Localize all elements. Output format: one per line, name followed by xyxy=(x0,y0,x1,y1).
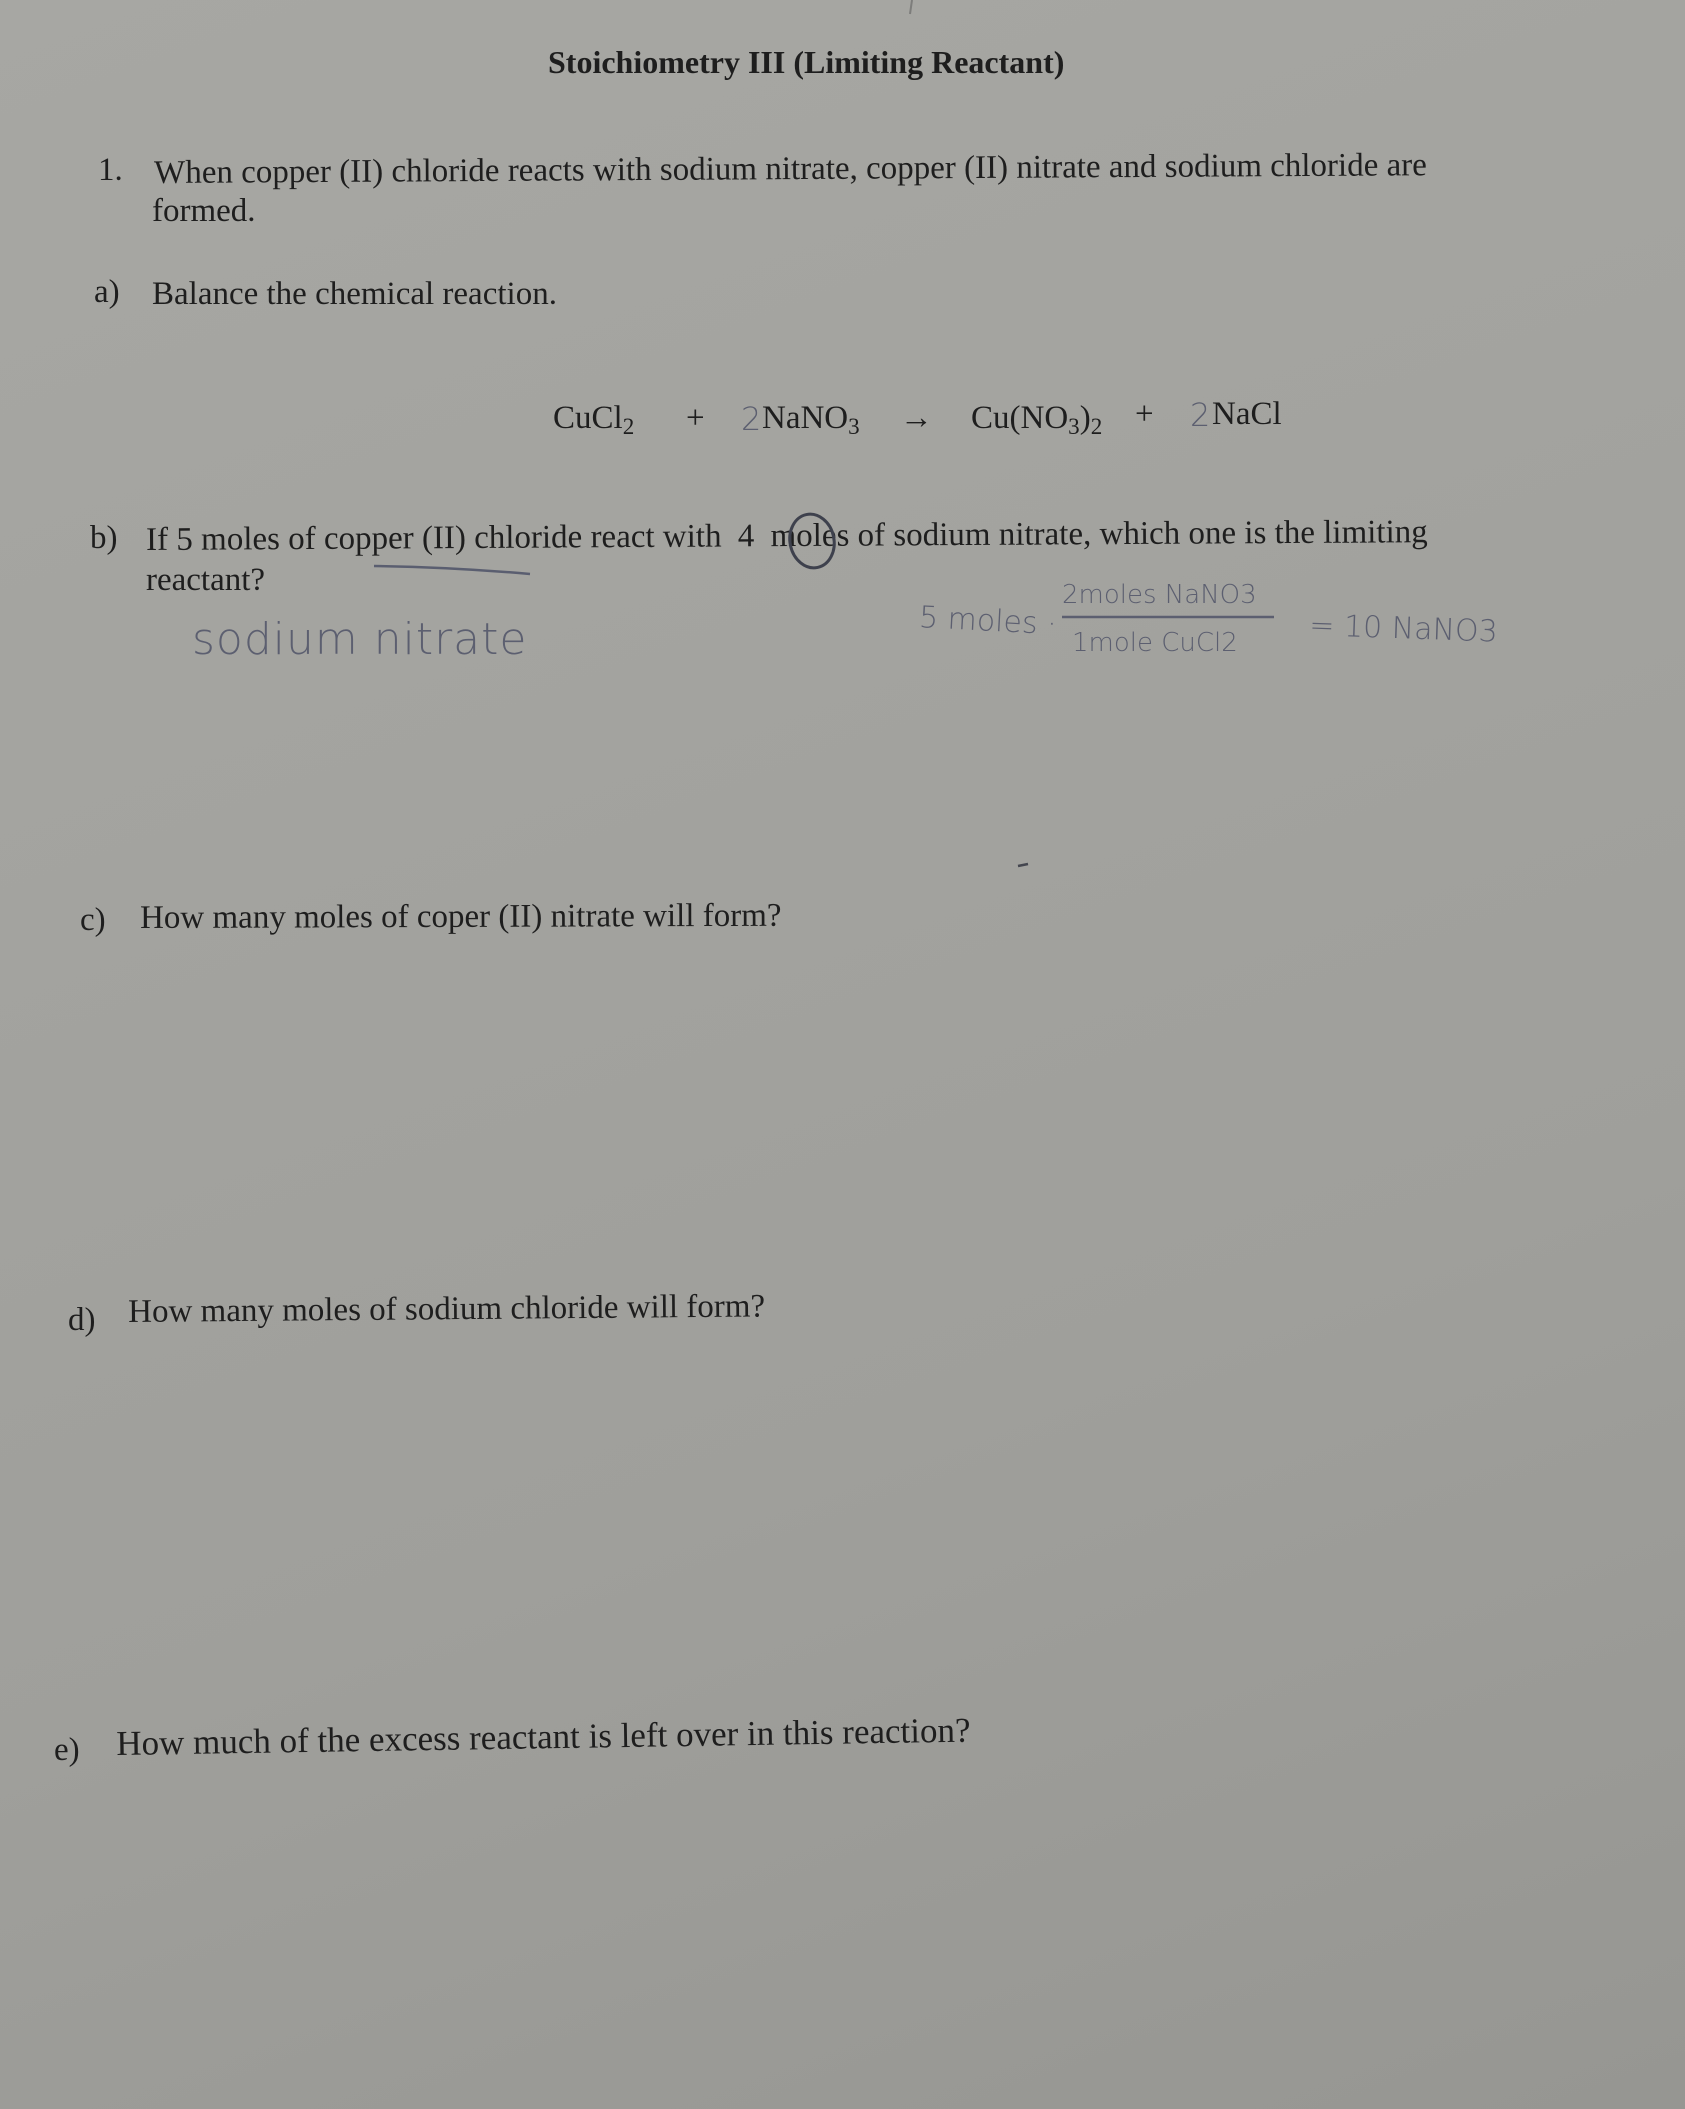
page-title: Stoichiometry III (Limiting Reactant) xyxy=(548,44,1065,80)
part-b-letter: b) xyxy=(90,520,118,556)
part-e-text: How much of the excess reactant is left over in this reaction? xyxy=(116,1710,971,1763)
part-b-number-4-circled: 4 xyxy=(737,518,755,555)
handwritten-work-numerator: 2moles NaNO3 xyxy=(1062,580,1257,610)
handwritten-work-result: = 10 NaNO3 xyxy=(1308,608,1499,650)
top-edge-mark xyxy=(910,0,912,14)
product-1-formula-a: Cu(NO xyxy=(971,400,1069,436)
equation-plus-2: + xyxy=(1135,396,1154,432)
handwritten-coefficient-2-nacl: 2 xyxy=(1190,396,1211,434)
product-1-subscript-1: 3 xyxy=(1068,412,1080,439)
reactant-2-subscript: 3 xyxy=(848,412,860,439)
stray-pen-tick xyxy=(1018,864,1028,866)
part-b-number-5: 5 xyxy=(176,521,193,558)
question-1-text-line1: When copper (II) chloride reacts with sodium nitrate, copper (II) nitrate and sodium chloride are xyxy=(154,147,1427,191)
part-d-text: How many moles of sodium chloride will form? xyxy=(128,1288,766,1330)
equation-plus-1: + xyxy=(686,400,705,436)
handwritten-work-denominator: 1mole CuCl2 xyxy=(1072,628,1238,658)
handwritten-answer-sodium-nitrate: sodium nitrate xyxy=(192,614,528,665)
part-b-if: If xyxy=(146,521,169,558)
part-c-letter: c) xyxy=(80,902,106,938)
reactant-2-formula: NaNO xyxy=(762,400,849,436)
part-e-letter: e) xyxy=(54,1732,80,1768)
underline-copper-chloride xyxy=(374,566,530,574)
equation-product-nacl: NaCl xyxy=(1212,396,1282,432)
handwritten-coefficient-2-nano3: 2 xyxy=(741,400,762,438)
equation-reactant-nano3 xyxy=(762,400,860,437)
part-c-text: How many moles of coper (II) nitrate will form? xyxy=(140,897,782,936)
equation-arrow: → xyxy=(900,400,933,436)
question-1-text-line2: formed. xyxy=(152,193,256,229)
part-b-end: moles of sodium nitrate, which one is the limiting xyxy=(770,514,1428,555)
reactant-1-subscript: 2 xyxy=(622,412,635,439)
part-a-letter: a) xyxy=(94,274,120,310)
part-b-text-line2: reactant? xyxy=(146,562,266,598)
product-1-formula-b: ) xyxy=(1079,400,1091,436)
reactant-1-formula: CuCl xyxy=(553,400,623,436)
part-b-text-line1 xyxy=(146,514,1428,559)
equation-reactant-cucl2 xyxy=(553,400,634,437)
handwritten-work-5-moles: 5 moles · xyxy=(918,600,1058,643)
part-d-letter: d) xyxy=(68,1302,96,1338)
equation-product-cuno32 xyxy=(971,400,1102,437)
part-a-text: Balance the chemical reaction. xyxy=(152,276,557,312)
product-1-subscript-2: 2 xyxy=(1090,412,1103,439)
question-1-number: 1. xyxy=(98,152,123,188)
part-b-middle: moles of copper (II) chloride react with xyxy=(200,518,722,558)
